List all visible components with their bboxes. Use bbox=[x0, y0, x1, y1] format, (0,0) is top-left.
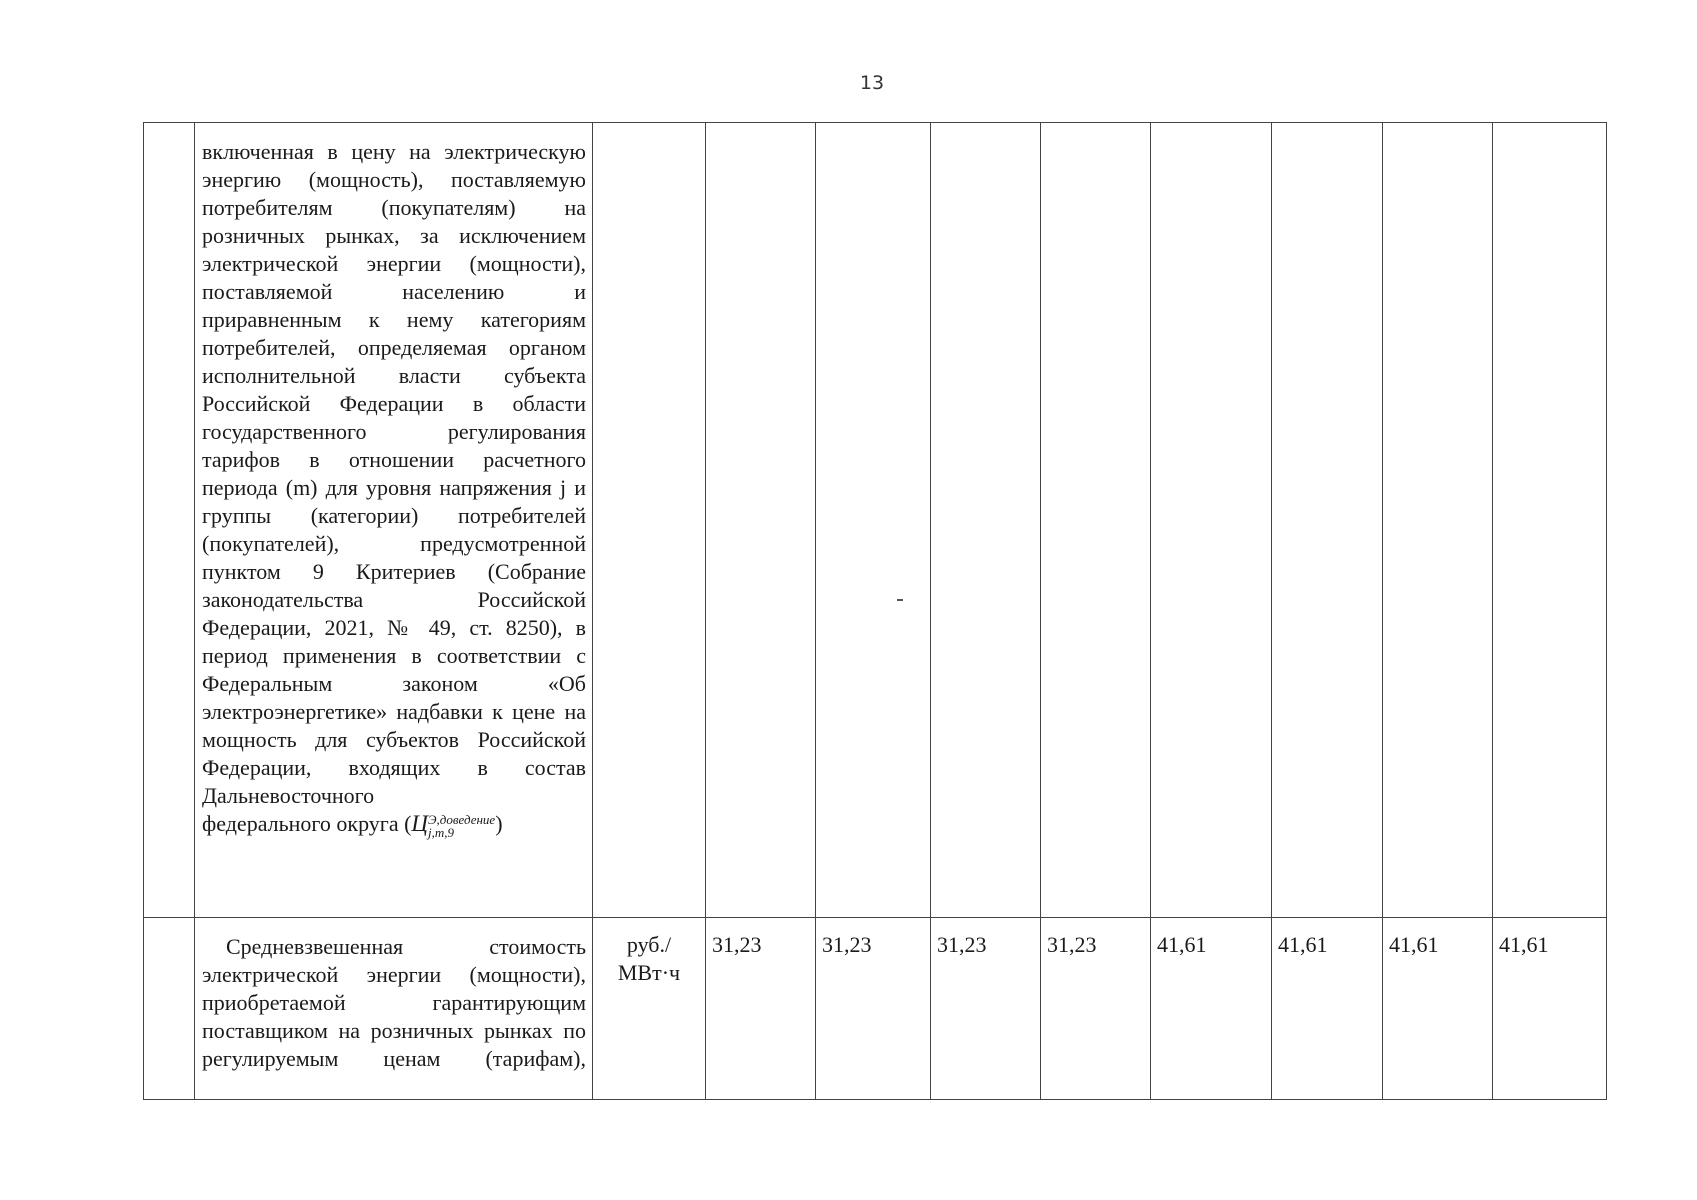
value-cell bbox=[816, 123, 931, 918]
description-last-line-text: федерального округа ( bbox=[202, 811, 412, 836]
value-cell bbox=[1151, 123, 1272, 918]
formula-indices bbox=[428, 813, 495, 839]
value-cell: 31,23 bbox=[816, 918, 931, 1100]
value-cell: 41,61 bbox=[1151, 918, 1272, 1100]
table-row bbox=[144, 123, 1607, 918]
unit-cell bbox=[593, 123, 706, 918]
value-cell: 41,61 bbox=[1493, 918, 1607, 1100]
value-cell bbox=[1272, 123, 1383, 918]
description-closing: ) bbox=[495, 811, 503, 836]
unit-cell bbox=[593, 918, 706, 1100]
value-cell bbox=[1383, 123, 1493, 918]
value-cell bbox=[706, 123, 816, 918]
description-text: Средневзвешенная стоимость электрической энергии (мощности), приобретаемой гарантирующим поставщиком на розничных рынках по регулируемым ценам (тарифам), bbox=[202, 934, 586, 1071]
formula-subscript: j,m,9 bbox=[428, 825, 455, 840]
value-cell bbox=[1493, 123, 1607, 918]
value-cell: 31,23 bbox=[931, 918, 1041, 1100]
table-row bbox=[144, 918, 1607, 1100]
value-cell bbox=[1041, 123, 1151, 918]
value-cell: 31,23 bbox=[706, 918, 816, 1100]
value-cell bbox=[931, 123, 1041, 918]
description-text: включенная в цену на электрическую энергию (мощность), поставляемую потребителям (покупателям) на розничных рынках, за исключением электрической энергии (мощности), поставляемой населению и приравненным к нему категориям потребителей, определяемая органом исполнительной власти субъекта Российской Федерации в области государственного регулирования тарифов в отношении расчетного периода (m) для уровня напряжения j и группы (категории) потребителей (покупателей), предусмотренной пунктом 9 Критериев (Собрание законодательства Российской Федерации, 2021, № 49, ст. 8250), в период применения в соответствии с Федеральным законом «Об электроэнергетике» надбавки к цене на мощность для субъектов Российской Федерации, входящих в состав Дальневосточного bbox=[202, 139, 586, 808]
row-number-cell bbox=[144, 918, 195, 1100]
description-last-line bbox=[202, 810, 586, 839]
formula-symbol: Ц bbox=[411, 811, 429, 836]
page-number: 13 bbox=[859, 72, 885, 94]
description-cell bbox=[195, 123, 593, 918]
formula bbox=[411, 811, 496, 840]
unit-line: руб./ bbox=[626, 932, 672, 957]
row-number-cell bbox=[144, 123, 195, 918]
stray-mark bbox=[897, 599, 903, 601]
value-cell: 41,61 bbox=[1272, 918, 1383, 1100]
value-cell: 31,23 bbox=[1041, 918, 1151, 1100]
formula-superscript: Э,доведение bbox=[428, 812, 496, 827]
tariff-table bbox=[143, 122, 1607, 1100]
value-cell: 41,61 bbox=[1383, 918, 1493, 1100]
description-cell bbox=[195, 918, 593, 1100]
unit-line: МВт·ч bbox=[617, 960, 681, 985]
